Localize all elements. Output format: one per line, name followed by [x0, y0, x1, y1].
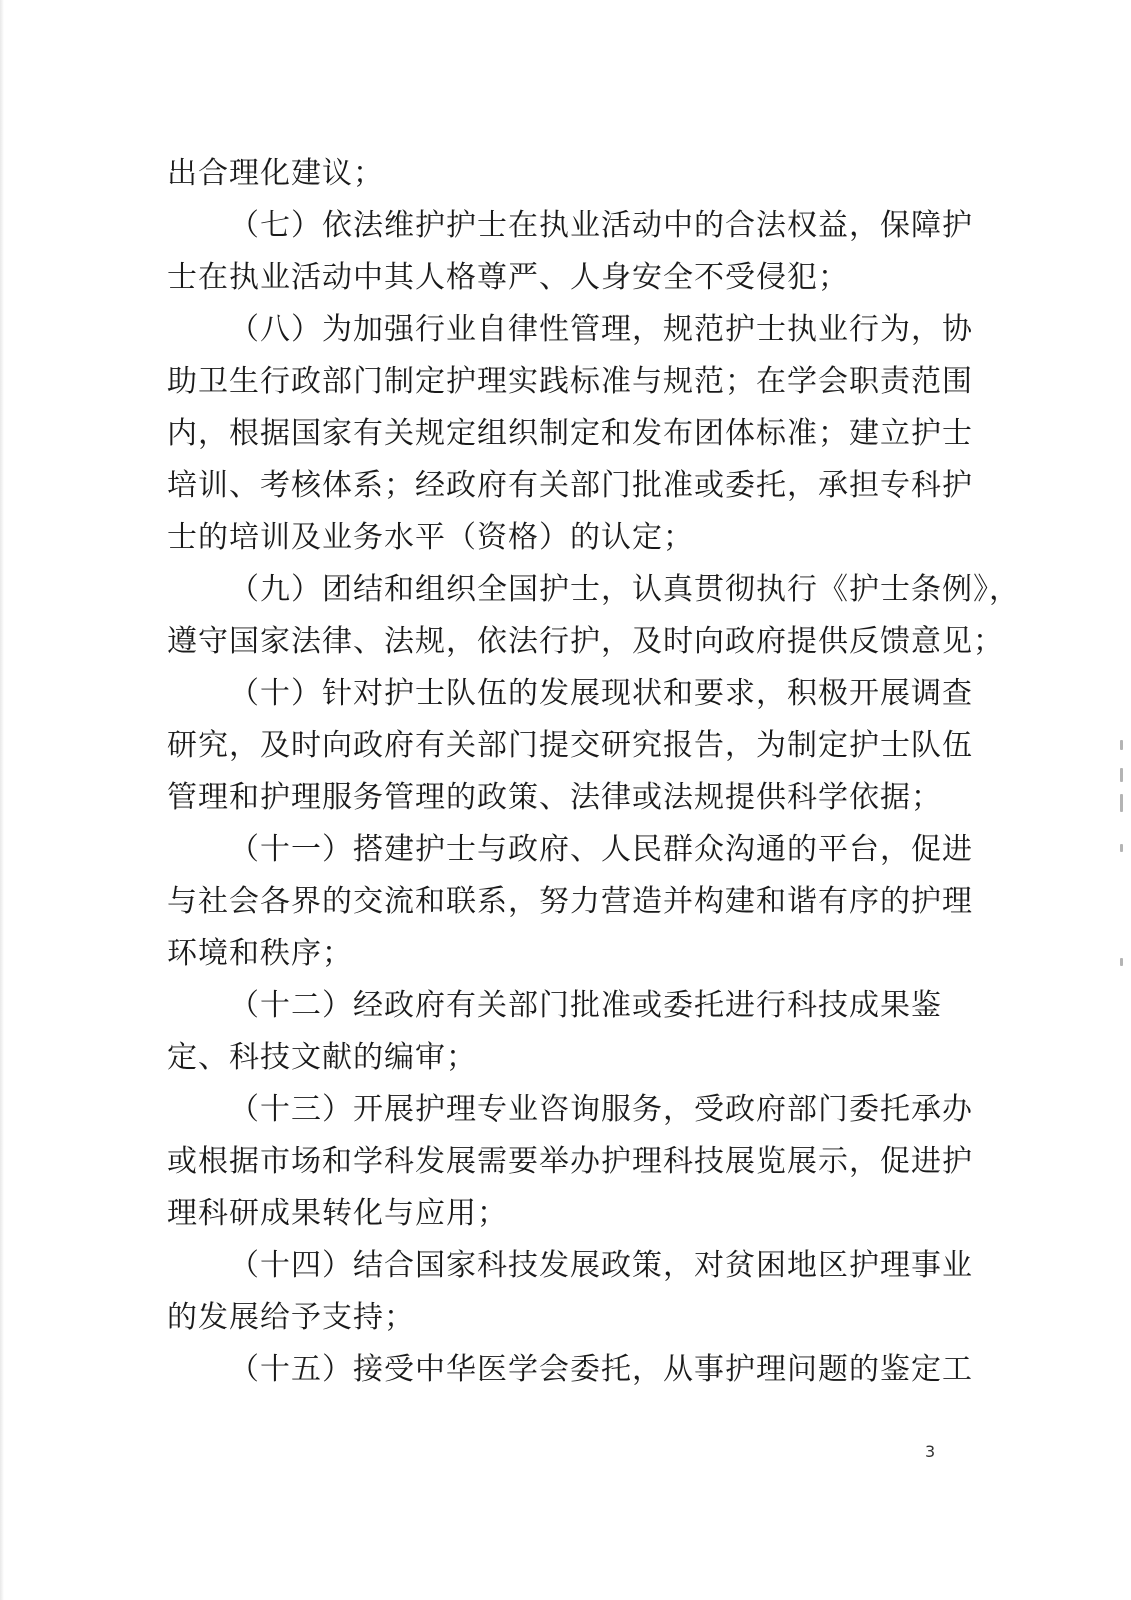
text-line: （十二）经政府有关部门批准或委托进行科技成果鉴: [229, 988, 942, 1023]
text-line: 或根据市场和学科发展需要举办护理科技展览展示，促进护: [167, 1144, 973, 1179]
text-line: 助卫生行政部门制定护理实践标准与规范；在学会职责范围: [167, 364, 973, 399]
text-line: （十）针对护士队伍的发展现状和要求，积极开展调查: [229, 676, 973, 711]
scan-mark: [1120, 844, 1123, 852]
scan-edge-shadow: [0, 0, 4, 1600]
text-line: 出合理化建议；: [167, 156, 384, 191]
text-line: 研究，及时向政府有关部门提交研究报告，为制定护士队伍: [167, 728, 973, 763]
text-line: 管理和护理服务管理的政策、法律或法规提供科学依据；: [167, 780, 942, 815]
text-line: 士在执业活动中其人格尊严、人身安全不受侵犯；: [167, 260, 849, 295]
text-line: 理科研成果转化与应用；: [167, 1196, 508, 1231]
text-line: 遵守国家法律、法规，依法行护，及时向政府提供反馈意见；: [167, 624, 1004, 659]
scan-mark: [1120, 768, 1123, 782]
text-line: （七）依法维护护士在执业活动中的合法权益，保障护: [229, 208, 973, 243]
text-line: 环境和秩序；: [167, 936, 353, 971]
text-line: 定、科技文献的编审；: [167, 1040, 477, 1075]
text-line: （九）团结和组织全国护士，认真贯彻执行《护士条例》，: [229, 572, 1020, 607]
scan-mark: [1120, 740, 1123, 750]
text-line: （十五）接受中华医学会委托，从事护理问题的鉴定工: [229, 1352, 973, 1387]
text-line: 士的培训及业务水平（资格）的认定；: [167, 520, 694, 555]
scan-mark: [1120, 958, 1123, 966]
text-line: 内，根据国家有关规定组织制定和发布团体标准；建立护士: [167, 416, 973, 451]
text-line: （八）为加强行业自律性管理，规范护士执业行为，协: [229, 312, 973, 347]
text-line: 的发展给予支持；: [167, 1300, 415, 1335]
page-number: 3: [925, 1442, 936, 1461]
text-line: 与社会各界的交流和联系，努力营造并构建和谐有序的护理: [167, 884, 973, 919]
text-line: （十三）开展护理专业咨询服务，受政府部门委托承办: [229, 1092, 973, 1127]
text-line: （十一）搭建护士与政府、人民群众沟通的平台，促进: [229, 832, 973, 867]
document-body: [167, 148, 1020, 1396]
scan-mark: [1120, 794, 1123, 812]
text-line: （十四）结合国家科技发展政策，对贫困地区护理事业: [229, 1248, 973, 1283]
text-line: 培训、考核体系；经政府有关部门批准或委托，承担专科护: [167, 468, 973, 503]
